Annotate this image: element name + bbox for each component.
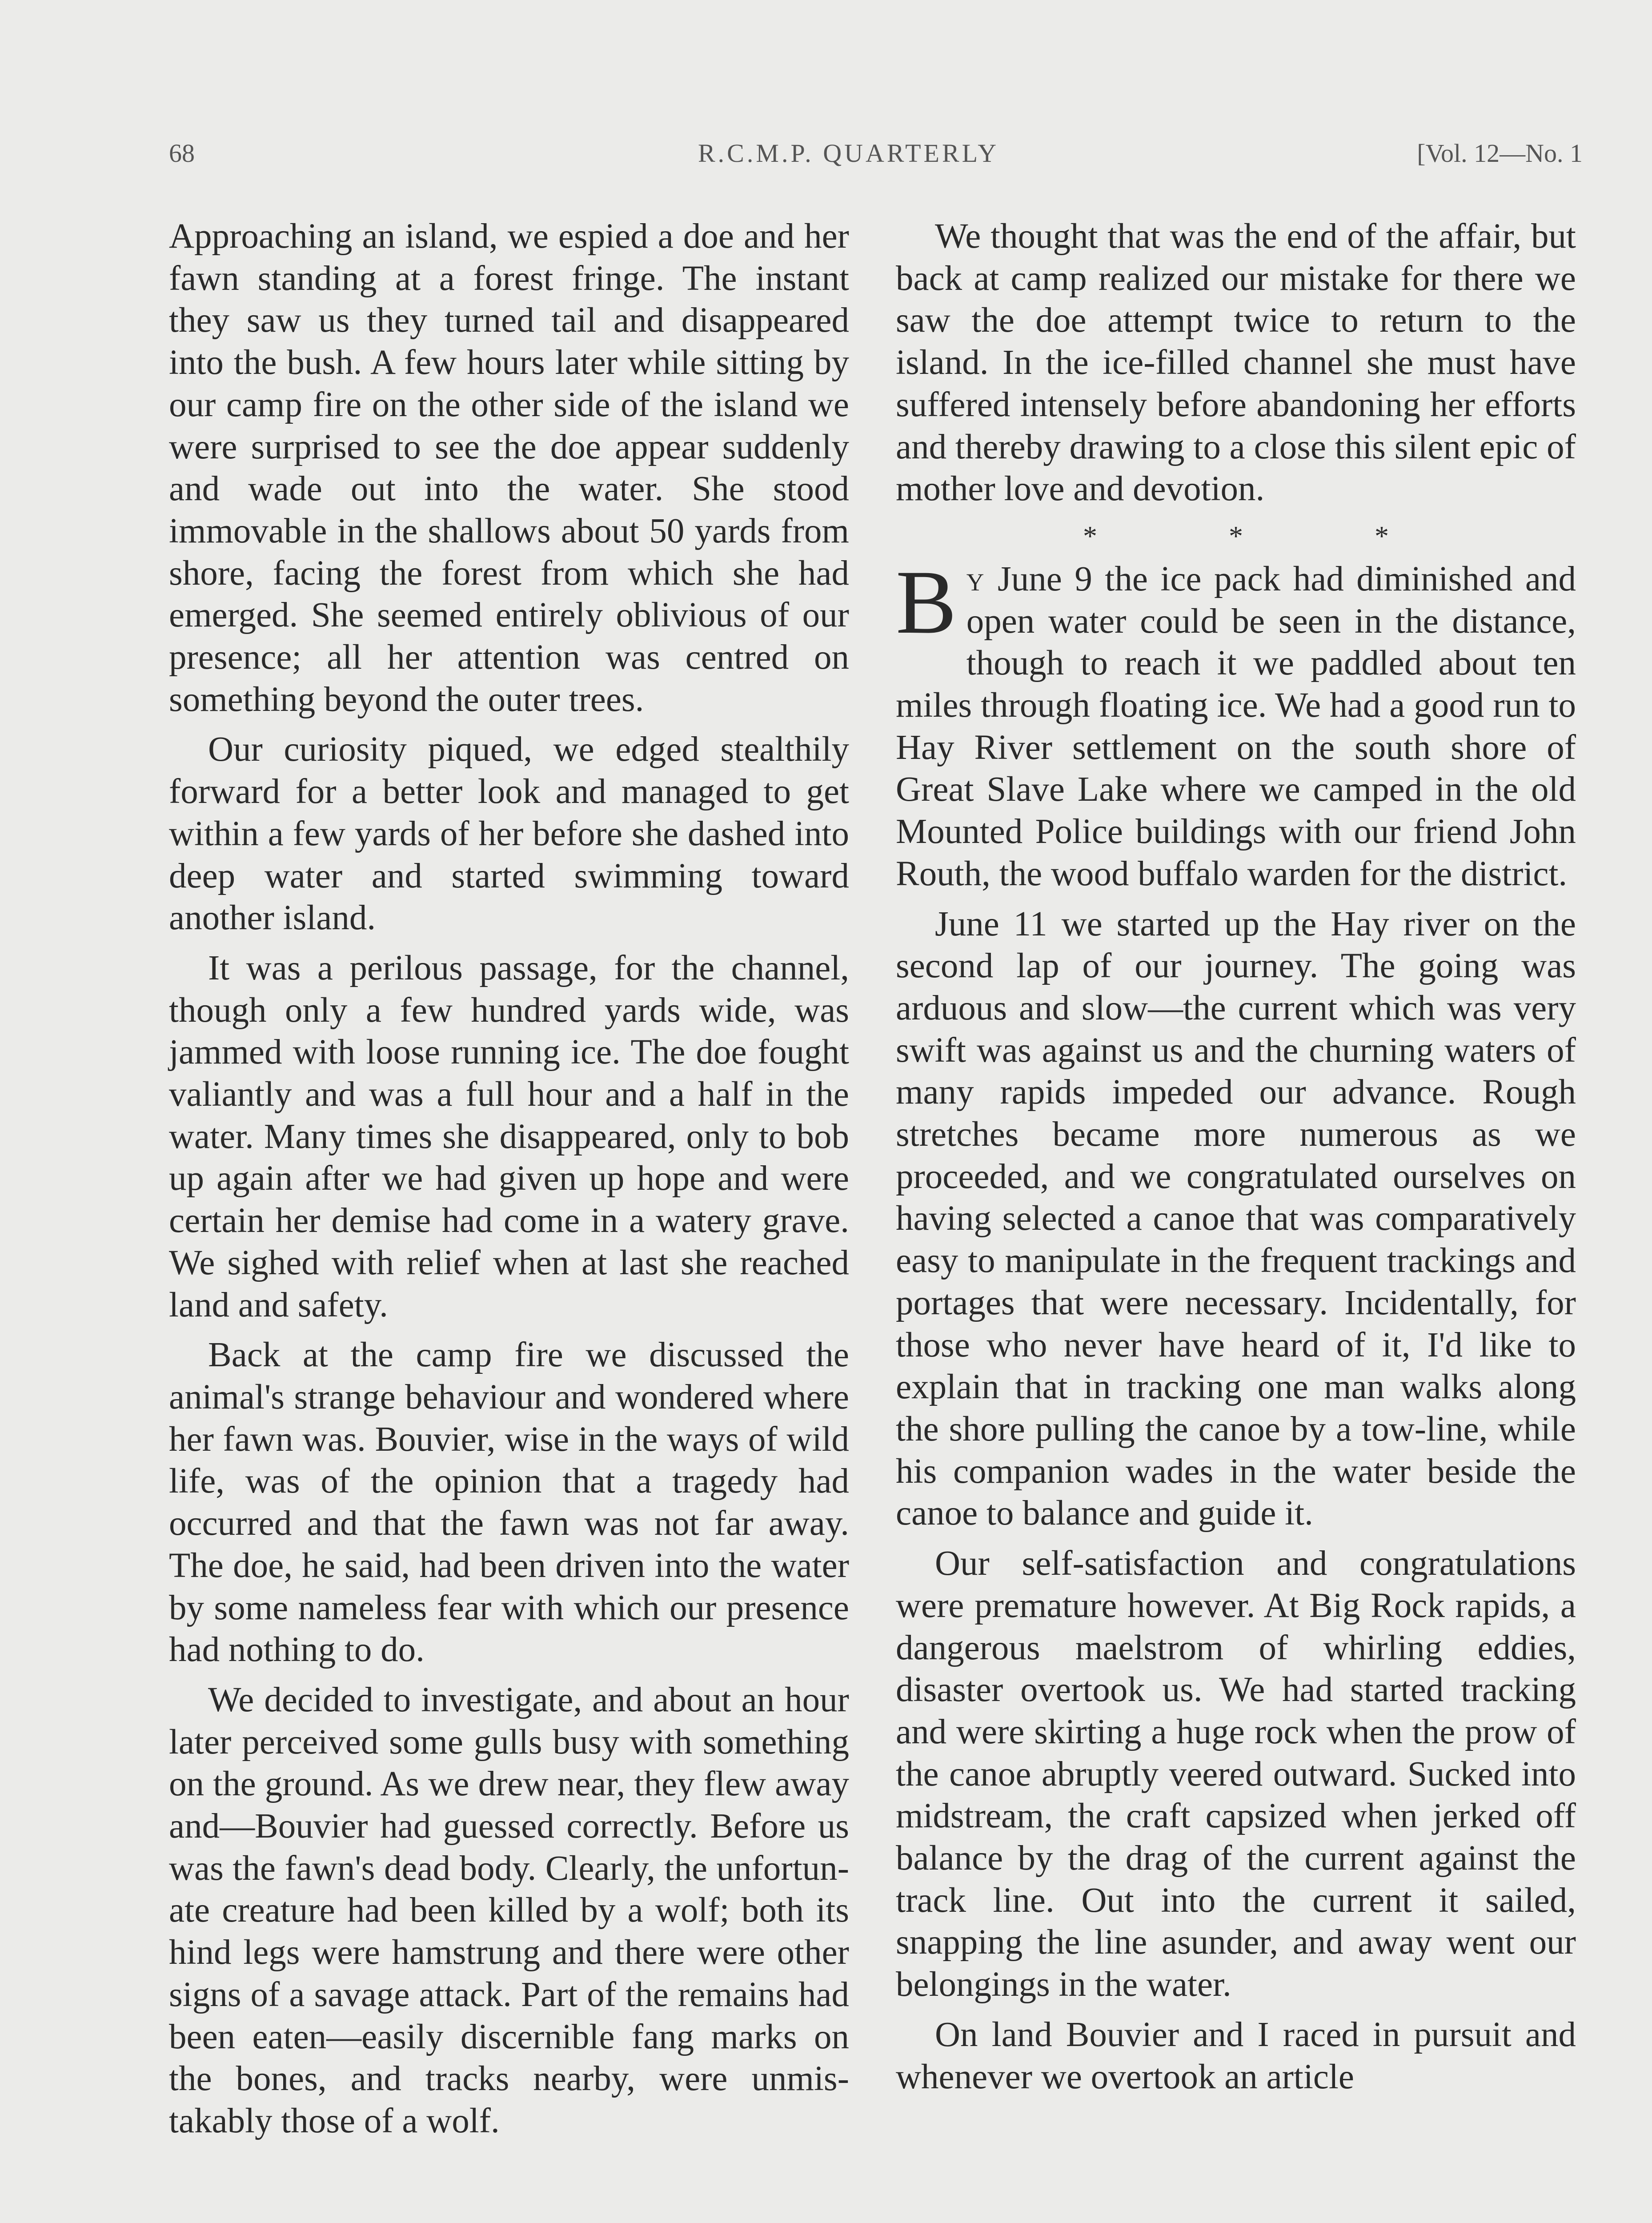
volume-issue: [Vol. 12—No. 1	[1417, 139, 1583, 168]
drop-cap-paragraph	[896, 551, 1576, 895]
paragraph: Our self-satisfaction and congratulations were premature however. At Big Rock rapids, a dangerous maelstrom of whirling eddies, disaster overtook us. We had started tracking and were skirting a huge rock when the prow of the canoe abruptly veered outward. Sucked into midstream, the craft capsized when jerked off balance by the drag of the current against the track line. Out into the current it sailed, snapping the line asunder, and away went our belongings in the water.	[896, 1544, 1576, 2004]
paragraph: We thought that was the end of the affair, but back at camp realized our mistake for there we saw the doe attempt twice to return to the island. In the ice-filled channel she must have suffered intensely before abandoning her efforts and thereby drawing to a close this silent epic of mother love and devotion.	[896, 217, 1576, 509]
paragraph: Approaching an island, we espied a doe and her fawn standing at a forest fringe. The instant they saw us they turned tail and disappeared into the bush. A few hours later while sitting by our camp fire on the other side of the island we were surprised to see the doe appear suddenly and wade out into the water. She stood immovable in the shallows about 50 yards from shore, facing the forest from which she had emerged. She seemed entirely oblivious of our presence; all her attention was centred on something beyond the outer trees.	[169, 217, 849, 719]
paragraph: On land Bouvier and I raced in pursuit and whenever we overtook an article	[896, 2015, 1576, 2096]
paragraph: Back at the camp fire we discussed the animal's strange behaviour and wondered where her fawn was. Bouvier, wise in the ways of wild life, was of the opinion that a tragedy had occurred and that the fawn was not far away. The doe, he said, had been driven into the water by some nameless fear with which our presence had nothing to do.	[169, 1336, 849, 1669]
drop-cap-paragraph-text: June 9 the ice pack had diminished and open water could be seen in the distance, though to reach it we paddled about ten miles through floating ice. We had a good run to Hay River settlement on the south shore of Great Slave Lake where we camped in the old Mounted Police buildings with our friend John Routh, the wood buffalo warden for the district.	[896, 559, 1576, 893]
drop-cap-letter: B	[896, 551, 957, 653]
paragraph: It was a perilous passage, for the channel, though only a few hundred yards wide, was jammed with loose running ice. The doe fought valiantly and was a full hour and a half in the water. Many times she disappeared, only to bob up again after we had given up hope and were certain her demise had come in a watery grave. We sighed with relief when at last she reached land and safety.	[169, 948, 849, 1324]
paragraph: June 11 we started up the Hay river on the second lap of our journey. The going was arduous and slow—the current which was very swift was against us and the churning waters of many rapids impeded our advance. Rough stretches became more numerous as we proceeded, and we congratulated ourselves on having selected a canoe that was comparatively easy to manipulate in the frequent trackings and portages that were necessary. Incidentally, for those who never have heard of it, I'd like to explain that in tracking one man walks along the shore pulling the canoe by a tow-line, while his companion wades in the water beside the canoe to balance and guide it.	[896, 904, 1576, 1533]
section-break: * * *	[1083, 520, 1451, 552]
paragraph: Our curiosity piqued, we edged stealthily forward for a better look and managed to get within a few yards of her before she dashed into deep water and started swimming toward another island.	[169, 730, 849, 938]
left-column	[169, 216, 849, 2151]
drop-cap-smallcaps: y	[966, 559, 985, 598]
page-number: 68	[169, 139, 195, 168]
journal-title: R.C.M.P. QUARTERLY	[698, 139, 999, 168]
running-header	[169, 133, 1583, 173]
paragraph: We decided to investigate, and about an hour later perceived some gulls busy with something on the ground. As we drew near, they flew away and—Bouvier had guessed correctly. Before us was the fawn's dead body. Clearly, the unfortunate creature had been killed by a wolf; both its hind legs were hamstrung and there were other signs of a savage attack. Part of the remains had been eaten—easily discernible fang marks on the bones, and tracks nearby, were unmistakably those of a wolf.	[169, 1680, 849, 2140]
right-column	[896, 216, 1576, 2106]
